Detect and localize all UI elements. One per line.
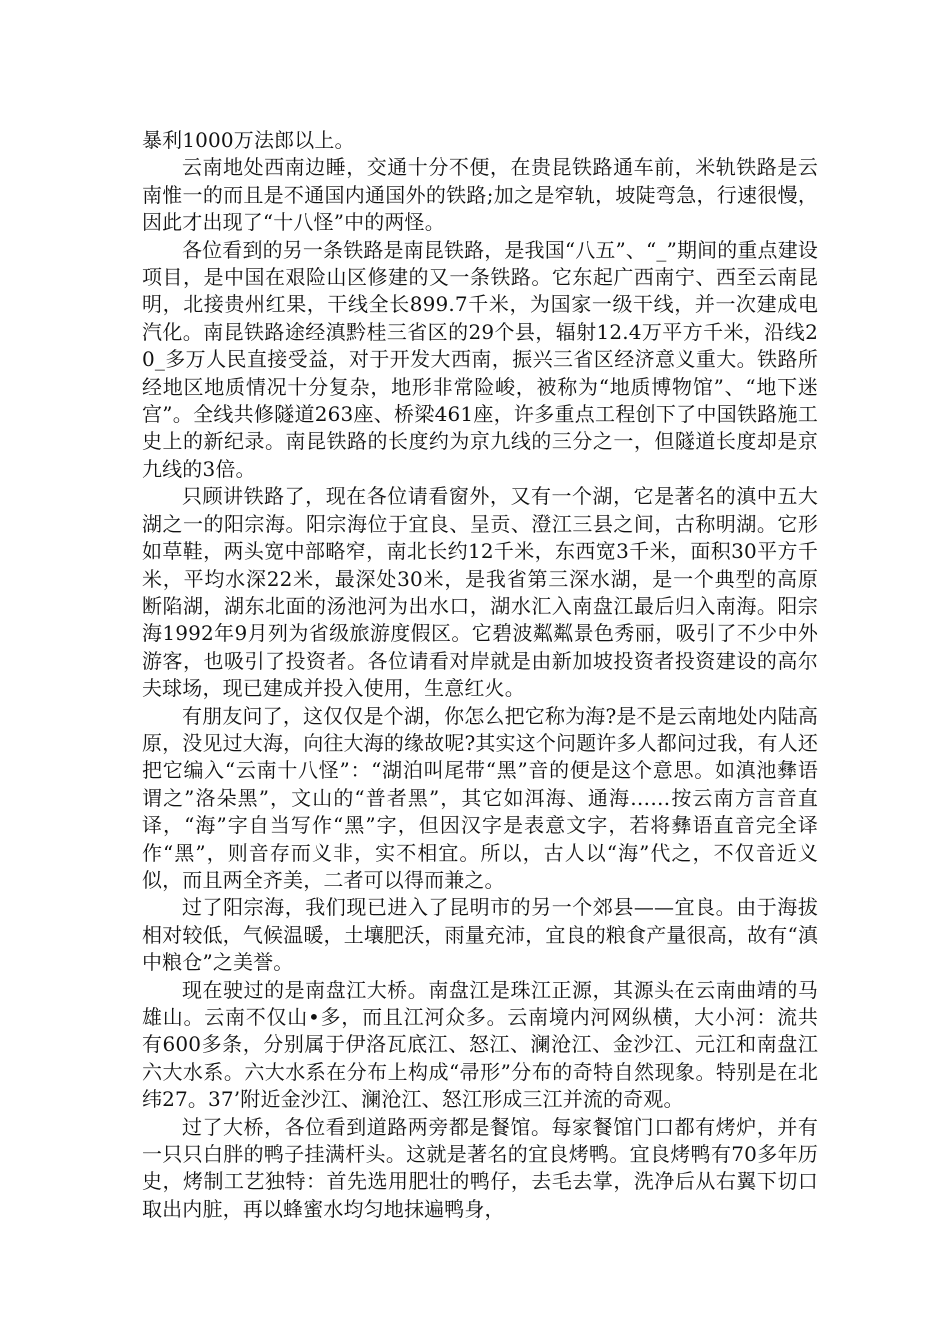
paragraph-8: 过了大桥，各位看到道路两旁都是餐馆。每家餐馆门口都有烤炉，并有一只只白胖的鸭子挂满杆头。这就是著名的宜良烤鸭。宜良烤鸭有70多年历史，烤制工艺独特：首先选用肥壮的鸭仔，去毛去掌，洗净后从右翼下切口取出内脏，再以蜂蜜水均匀地抹遍鸭身， (142, 1114, 818, 1221)
paragraph-3: 各位看到的另一条铁路是南昆铁路，是我国“八五”、“_”期间的重点建设项目，是中国在艰险山区修建的又一条铁路。它东起广西南宁、西至云南昆明，北接贵州红果，干线全长899.7千米，为国家一级干线，并一次建成电汽化。南昆铁路途经滇黔桂三省区的29个县，辐射12.4万平方千米，沿线20_多万人民直接受益，对于开发大西南，振兴三省区经济意义重大。铁路所经地区地质情况十分复杂，地形非常险峻，被称为“地质博物馆”、“地下迷宫”。全线共修隧道263座、桥梁461座，许多重点工程创下了中国铁路施工史上的新纪录。南昆铁路的长度约为京九线的三分之一，但隧道长度却是京九线的3倍。 (142, 237, 818, 481)
paragraph-6: 过了阳宗海，我们现已进入了昆明市的另一个郊县——宜良。由于海拔相对较低，气候温暖，土壤肥沃，雨量充沛，宜良的粮食产量很高，故有“滇中粮仓”之美誉。 (142, 895, 818, 975)
paragraph-4: 只顾讲铁路了，现在各位请看窗外，又有一个湖，它是著名的滇中五大湖之一的阳宗海。阳宗海位于宜良、呈贡、澄江三县之间，古称明湖。它形如草鞋，两头宽中部略窄，南北长约12千米，东西宽3千米，面积30平方千米，平均水深22米，最深处30米，是我省第三深水湖，是一个典型的高原断陷湖，湖东北面的汤池河为出水口，湖水汇入南盘江最后归入南海。阳宗海1992年9月列为省级旅游度假区。它碧波粼粼景色秀丽，吸引了不少中外游客，也吸引了投资者。各位请看对岸就是由新加坡投资者投资建设的高尔夫球场，现已建成并投入使用，生意红火。 (142, 484, 818, 701)
paragraph-1: 暴利1000万法郎以上。 (142, 128, 355, 152)
paragraph-5: 有朋友问了，这仅仅是个湖，你怎么把它称为海?是不是云南地处内陆高原，没见过大海，向往大海的缘故呢?其实这个问题许多人都问过我，有人还把它编入“云南十八怪”：“湖泊叫尾带“黑”音的便是这个意思。如滇池彝语谓之”洛朵黑”，文山的“普者黑”，其它如洱海、通海……按云南方言音直译，“海”字自当写作“黑”字，但因汉字是表意文字，若将彝语直音完全译作“黑”，则音存而义非，实不相宜。所以，古人以“海”代之，不仅音近义似，而且两全齐美，二者可以得而兼之。 (142, 703, 818, 892)
document-body (142, 127, 818, 1223)
paragraph-7: 现在驶过的是南盘江大桥。南盘江是珠江正源，其源头在云南曲靖的马雄山。云南不仅山•多，而且江河众多。云南境内河网纵横，大小河：流共有600多条，分别属于伊洛瓦底江、怒江、澜沧江、金沙江、元江和南盘江六大水系。六大水系在分布上构成“帚形”分布的奇特自然现象。特别是在北纬27。37’附近金沙江、澜沧江、怒江形成三江并流的奇观。 (142, 977, 818, 1112)
paragraph-2: 云南地处西南边睡，交通十分不便，在贵昆铁路通车前，米轨铁路是云南惟一的而且是不通国内通国外的铁路;加之是窄轨，坡陡弯急，行速很慢，因此才出现了“十八怪”中的两怪。 (142, 155, 818, 235)
